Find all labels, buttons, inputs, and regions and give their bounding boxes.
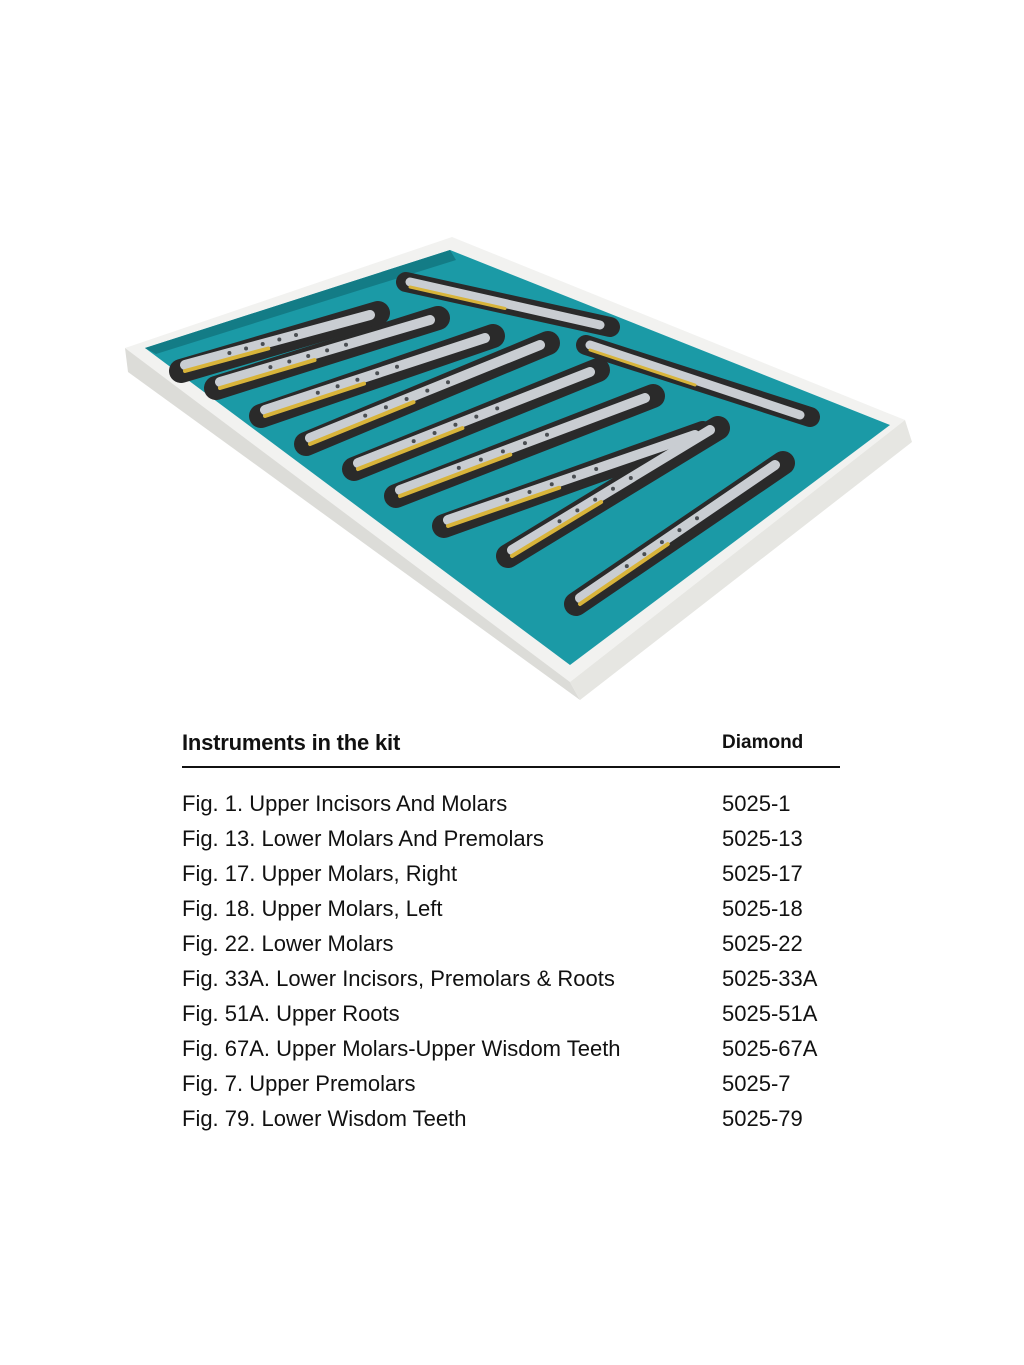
forceps-grip-hole <box>457 466 461 470</box>
table-row <box>182 926 840 961</box>
table-row <box>182 786 840 821</box>
forceps-grip-hole <box>545 433 549 437</box>
forceps-grip-hole <box>244 347 248 351</box>
instrument-description: Fig. 51A. Upper Roots <box>182 1001 400 1026</box>
table-row <box>182 821 840 856</box>
forceps-grip-hole <box>433 431 437 435</box>
table-header <box>182 726 840 768</box>
instrument-description: Fig. 22. Lower Molars <box>182 931 394 956</box>
forceps-grip-hole <box>336 384 340 388</box>
table-row <box>182 1066 840 1101</box>
forceps-grip-hole <box>325 348 329 352</box>
instrument-description: Fig. 13. Lower Molars And Premolars <box>182 826 544 851</box>
forceps-grip-hole <box>355 378 359 382</box>
instrument-code: 5025-1 <box>722 791 791 816</box>
forceps-grip-hole <box>479 458 483 462</box>
forceps-grip-hole <box>261 342 265 346</box>
instrument-description: Fig. 67A. Upper Molars-Upper Wisdom Teeth <box>182 1036 621 1061</box>
forceps-grip-hole <box>629 476 633 480</box>
forceps-grip-hole <box>306 354 310 358</box>
column-header-diamond: Diamond <box>722 732 804 753</box>
forceps-grip-hole <box>625 564 629 568</box>
instrument-code: 5025-67A <box>722 1036 818 1061</box>
table-row <box>182 856 840 891</box>
forceps-grip-hole <box>558 519 562 523</box>
forceps-grip-hole <box>316 391 320 395</box>
instrument-code: 5025-33A <box>722 966 818 991</box>
table-title: Instruments in the kit <box>182 730 401 755</box>
forceps-grip-hole <box>395 365 399 369</box>
forceps-grip-hole <box>405 397 409 401</box>
product-photo <box>100 220 940 700</box>
instrument-description: Fig. 33A. Lower Incisors, Premolars & Roots <box>182 966 615 991</box>
forceps-grip-hole <box>575 508 579 512</box>
forceps-grip-hole <box>287 360 291 364</box>
forceps-grip-hole <box>593 498 597 502</box>
forceps-grip-hole <box>594 467 598 471</box>
forceps-grip-hole <box>550 482 554 486</box>
instrument-code: 5025-51A <box>722 1001 818 1026</box>
forceps-grip-hole <box>501 449 505 453</box>
forceps-grip-hole <box>344 343 348 347</box>
forceps-grip-hole <box>363 414 367 418</box>
forceps-grip-hole <box>642 552 646 556</box>
forceps-grip-hole <box>523 441 527 445</box>
instrument-description: Fig. 17. Upper Molars, Right <box>182 861 458 886</box>
forceps-grip-hole <box>495 406 499 410</box>
table-rows <box>182 786 840 1136</box>
forceps-grip-hole <box>277 338 281 342</box>
forceps-grip-hole <box>453 423 457 427</box>
forceps-grip-hole <box>695 516 699 520</box>
forceps-grip-hole <box>446 380 450 384</box>
forceps-grip-hole <box>572 475 576 479</box>
instrument-code: 5025-13 <box>722 826 803 851</box>
instrument-code: 5025-18 <box>722 896 803 921</box>
forceps-grip-hole <box>412 439 416 443</box>
forceps-grip-hole <box>474 415 478 419</box>
forceps-grip-hole <box>425 389 429 393</box>
instrument-code: 5025-22 <box>722 931 803 956</box>
table-row <box>182 1101 840 1136</box>
forceps-grip-hole <box>528 490 532 494</box>
instrument-code: 5025-79 <box>722 1106 803 1131</box>
forceps-grip-hole <box>268 365 272 369</box>
table-row <box>182 996 840 1031</box>
instrument-description: Fig. 79. Lower Wisdom Teeth <box>182 1106 467 1131</box>
forceps-grip-hole <box>611 487 615 491</box>
instrument-code: 5025-7 <box>722 1071 791 1096</box>
instrument-description: Fig. 7. Upper Premolars <box>182 1071 416 1096</box>
forceps-grip-hole <box>294 333 298 337</box>
instrument-code: 5025-17 <box>722 861 803 886</box>
instruments-table <box>182 726 840 1136</box>
forceps-grip-hole <box>384 405 388 409</box>
table-row <box>182 961 840 996</box>
table-row <box>182 891 840 926</box>
forceps-grip-hole <box>227 351 231 355</box>
table-row <box>182 1031 840 1066</box>
instrument-description: Fig. 18. Upper Molars, Left <box>182 896 443 921</box>
forceps-grip-hole <box>505 498 509 502</box>
dental-forceps-kit-icon <box>100 220 940 700</box>
forceps-grip-hole <box>375 371 379 375</box>
forceps-grip-hole <box>660 540 664 544</box>
forceps-grip-hole <box>677 528 681 532</box>
instrument-description: Fig. 1. Upper Incisors And Molars <box>182 791 508 816</box>
